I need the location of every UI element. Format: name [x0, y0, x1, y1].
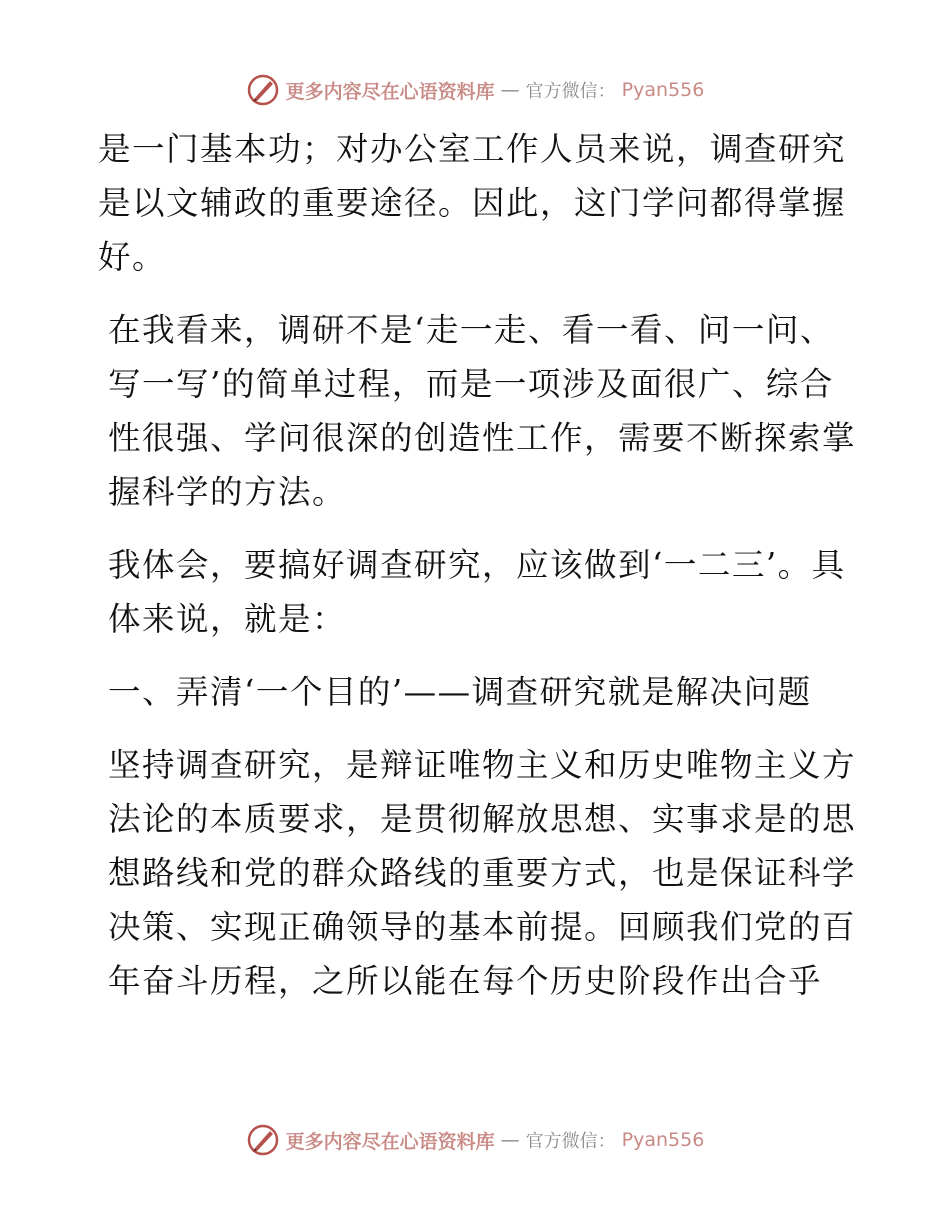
- paragraph-1: 是一门基本功；对办公室工作人员来说，调查研究是以文辅政的重要途径。因此，这门学问都得掌握好。: [98, 130, 847, 276]
- watermark-wechat-id: Pyan556: [621, 79, 705, 101]
- paragraph-5: 坚持调查研究，是辩证唯物主义和历史唯物主义方法论的本质要求，是贯彻解放思想、实事求是的思想路线和党的群众路线的重要方式，也是保证科学决策、实现正确领导的基本前提。回顾我们党的百年奋斗历程，之所以能在每个历史阶段作出合乎: [108, 746, 857, 1000]
- watermark-wechat-id: Pyan556: [621, 1129, 705, 1151]
- watermark-separator: —: [500, 1129, 520, 1151]
- watermark-brand-text: 更多内容尽在心语资料库: [285, 1130, 495, 1153]
- watermark-separator: —: [500, 79, 520, 101]
- paragraph-3: 我体会，要搞好调查研究，应该做到‘一二三’。具体来说，就是：: [108, 546, 846, 638]
- section-heading-1: 一、弄清‘一个目的’——调查研究就是解决问题: [108, 673, 812, 711]
- footer-watermark: [0, 1120, 950, 1160]
- document-body: [98, 122, 858, 1008]
- paragraph-2: 在我看来，调研不是‘走一走、看一看、问一问、写一写’的简单过程，而是一项涉及面很广、综合性很强、学问很深的创造性工作，需要不断探索掌握科学的方法。: [108, 311, 857, 511]
- watermark-wechat-label: 官方微信：: [525, 81, 616, 102]
- watermark-wechat-label: 官方微信：: [525, 1131, 616, 1152]
- watermark-brand-text: 更多内容尽在心语资料库: [285, 80, 495, 103]
- quill-pen-logo-icon: [246, 73, 280, 107]
- header-watermark: [0, 70, 950, 110]
- quill-pen-logo-icon: [246, 1123, 280, 1157]
